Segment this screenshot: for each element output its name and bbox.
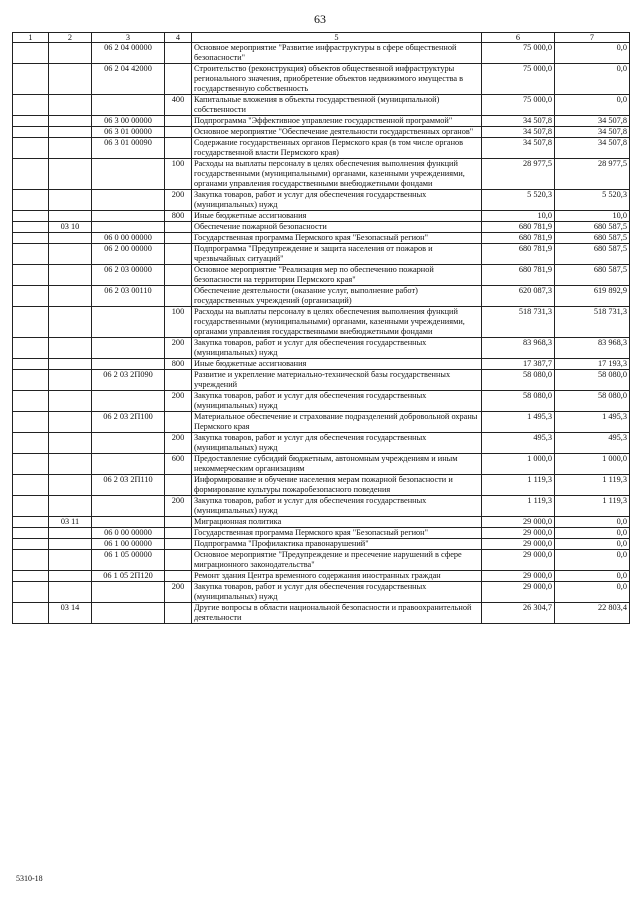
cell-expense-type: 800 bbox=[165, 211, 192, 222]
cell-expense-type: 200 bbox=[165, 338, 192, 359]
cell-amount-year1: 83 968,3 bbox=[482, 338, 555, 359]
cell-section bbox=[13, 265, 49, 286]
cell-description: Основное мероприятие "Предупреждение и пресечение нарушений в сфере миграционного законодательства" bbox=[192, 550, 482, 571]
cell-amount-year1: 75 000,0 bbox=[482, 43, 555, 64]
cell-target-code bbox=[92, 338, 165, 359]
table-row bbox=[13, 244, 630, 265]
table-row bbox=[13, 412, 630, 433]
table-row bbox=[13, 582, 630, 603]
cell-section bbox=[13, 603, 49, 624]
column-header-7: 7 bbox=[555, 33, 630, 43]
table-row bbox=[13, 603, 630, 624]
cell-amount-year1: 58 080,0 bbox=[482, 391, 555, 412]
table-row bbox=[13, 391, 630, 412]
cell-description: Другие вопросы в области национальной безопасности и правоохранительной деятельности bbox=[192, 603, 482, 624]
cell-amount-year1: 29 000,0 bbox=[482, 528, 555, 539]
cell-amount-year1: 75 000,0 bbox=[482, 64, 555, 95]
cell-description: Содержание государственных органов Пермского края (в том числе органов государственной власти Пермского края) bbox=[192, 138, 482, 159]
cell-subsection bbox=[49, 433, 92, 454]
cell-description: Подпрограмма "Предупреждение и защита населения от пожаров и чрезвычайных ситуаций" bbox=[192, 244, 482, 265]
cell-section bbox=[13, 359, 49, 370]
cell-expense-type: 600 bbox=[165, 454, 192, 475]
table-row bbox=[13, 550, 630, 571]
cell-amount-year1: 518 731,3 bbox=[482, 307, 555, 338]
cell-amount-year1: 10,0 bbox=[482, 211, 555, 222]
cell-subsection bbox=[49, 370, 92, 391]
cell-subsection: 03 11 bbox=[49, 517, 92, 528]
cell-description: Закупка товаров, работ и услуг для обеспечения государственных (муниципальных) нужд bbox=[192, 190, 482, 211]
cell-target-code bbox=[92, 496, 165, 517]
cell-expense-type bbox=[165, 265, 192, 286]
cell-amount-year1: 495,3 bbox=[482, 433, 555, 454]
cell-expense-type: 800 bbox=[165, 359, 192, 370]
cell-target-code bbox=[92, 454, 165, 475]
cell-section bbox=[13, 454, 49, 475]
cell-amount-year1: 1 119,3 bbox=[482, 496, 555, 517]
cell-section bbox=[13, 475, 49, 496]
cell-subsection bbox=[49, 412, 92, 433]
cell-amount-year2: 83 968,3 bbox=[555, 338, 630, 359]
cell-description: Основное мероприятие "Реализация мер по обеспечению пожарной безопасности на территории Пермского края" bbox=[192, 265, 482, 286]
cell-amount-year2: 680 587,5 bbox=[555, 244, 630, 265]
cell-target-code: 06 2 04 42000 bbox=[92, 64, 165, 95]
cell-section bbox=[13, 116, 49, 127]
cell-expense-type bbox=[165, 412, 192, 433]
budget-table bbox=[12, 32, 630, 624]
cell-section bbox=[13, 528, 49, 539]
cell-expense-type: 100 bbox=[165, 159, 192, 190]
cell-target-code: 06 3 01 00090 bbox=[92, 138, 165, 159]
cell-expense-type bbox=[165, 116, 192, 127]
cell-target-code bbox=[92, 603, 165, 624]
cell-amount-year2: 0,0 bbox=[555, 64, 630, 95]
cell-expense-type bbox=[165, 127, 192, 138]
cell-amount-year2: 0,0 bbox=[555, 539, 630, 550]
cell-description: Основное мероприятие "Обеспечение деятельности государственных органов" bbox=[192, 127, 482, 138]
cell-expense-type bbox=[165, 539, 192, 550]
cell-description: Информирование и обучение населения мерам пожарной безопасности и формирование культуры пожаробезопасного поведения bbox=[192, 475, 482, 496]
cell-subsection bbox=[49, 159, 92, 190]
table-row bbox=[13, 116, 630, 127]
cell-description: Строительство (реконструкция) объектов общественной инфраструктуры регионального значения, приобретение объектов недвижимого имущества в государственную собственность bbox=[192, 64, 482, 95]
cell-description: Подпрограмма "Эффективное управление государственной программой" bbox=[192, 116, 482, 127]
cell-section bbox=[13, 222, 49, 233]
cell-description: Обеспечение деятельности (оказание услуг, выполнение работ) государственных учреждений (организаций) bbox=[192, 286, 482, 307]
cell-target-code: 06 1 00 00000 bbox=[92, 539, 165, 550]
column-header-1: 1 bbox=[13, 33, 49, 43]
table-row bbox=[13, 286, 630, 307]
cell-section bbox=[13, 64, 49, 95]
cell-subsection bbox=[49, 286, 92, 307]
cell-target-code: 06 2 03 2П100 bbox=[92, 412, 165, 433]
table-row bbox=[13, 127, 630, 138]
cell-description: Предоставление субсидий бюджетным, автономным учреждениям и иным некоммерческим организациям bbox=[192, 454, 482, 475]
cell-amount-year2: 680 587,5 bbox=[555, 233, 630, 244]
cell-target-code bbox=[92, 391, 165, 412]
cell-amount-year2: 17 193,3 bbox=[555, 359, 630, 370]
cell-target-code bbox=[92, 359, 165, 370]
cell-target-code bbox=[92, 433, 165, 454]
cell-subsection bbox=[49, 391, 92, 412]
cell-expense-type bbox=[165, 244, 192, 265]
cell-subsection bbox=[49, 528, 92, 539]
cell-amount-year1: 1 119,3 bbox=[482, 475, 555, 496]
cell-target-code bbox=[92, 95, 165, 116]
cell-target-code: 06 1 05 00000 bbox=[92, 550, 165, 571]
cell-amount-year2: 0,0 bbox=[555, 43, 630, 64]
cell-subsection bbox=[49, 307, 92, 338]
cell-target-code: 06 3 01 00000 bbox=[92, 127, 165, 138]
cell-expense-type: 100 bbox=[165, 307, 192, 338]
cell-target-code bbox=[92, 517, 165, 528]
cell-amount-year2: 5 520,3 bbox=[555, 190, 630, 211]
cell-amount-year2: 58 080,0 bbox=[555, 370, 630, 391]
cell-amount-year1: 75 000,0 bbox=[482, 95, 555, 116]
cell-expense-type bbox=[165, 138, 192, 159]
cell-expense-type: 400 bbox=[165, 95, 192, 116]
cell-subsection bbox=[49, 43, 92, 64]
cell-subsection bbox=[49, 338, 92, 359]
cell-amount-year1: 680 781,9 bbox=[482, 244, 555, 265]
cell-subsection: 03 10 bbox=[49, 222, 92, 233]
cell-description: Материальное обеспечение и страхование подразделений добровольной охраны Пермского края bbox=[192, 412, 482, 433]
column-header-5: 5 bbox=[192, 33, 482, 43]
table-body bbox=[13, 43, 630, 624]
table-row bbox=[13, 138, 630, 159]
cell-description: Расходы на выплаты персоналу в целях обеспечения выполнения функций государственными (муниципальными) органами, казенными учреждениями, органами управления государственными внебюджетными фондами bbox=[192, 159, 482, 190]
cell-description: Закупка товаров, работ и услуг для обеспечения государственных (муниципальных) нужд bbox=[192, 582, 482, 603]
cell-amount-year1: 17 387,7 bbox=[482, 359, 555, 370]
cell-expense-type: 200 bbox=[165, 433, 192, 454]
cell-subsection bbox=[49, 64, 92, 95]
cell-target-code: 06 0 00 00000 bbox=[92, 233, 165, 244]
cell-section bbox=[13, 95, 49, 116]
cell-description: Закупка товаров, работ и услуг для обеспечения государственных (муниципальных) нужд bbox=[192, 433, 482, 454]
cell-subsection bbox=[49, 233, 92, 244]
cell-section bbox=[13, 127, 49, 138]
cell-amount-year2: 0,0 bbox=[555, 517, 630, 528]
cell-amount-year2: 0,0 bbox=[555, 582, 630, 603]
cell-amount-year1: 5 520,3 bbox=[482, 190, 555, 211]
cell-expense-type bbox=[165, 370, 192, 391]
cell-expense-type bbox=[165, 528, 192, 539]
cell-section bbox=[13, 307, 49, 338]
cell-amount-year2: 34 507,8 bbox=[555, 138, 630, 159]
table-row bbox=[13, 307, 630, 338]
cell-amount-year2: 680 587,5 bbox=[555, 265, 630, 286]
column-header-3: 3 bbox=[92, 33, 165, 43]
cell-target-code: 06 2 04 00000 bbox=[92, 43, 165, 64]
cell-amount-year2: 28 977,5 bbox=[555, 159, 630, 190]
cell-subsection bbox=[49, 539, 92, 550]
cell-amount-year2: 518 731,3 bbox=[555, 307, 630, 338]
cell-subsection bbox=[49, 244, 92, 265]
cell-amount-year1: 29 000,0 bbox=[482, 539, 555, 550]
cell-amount-year1: 620 087,3 bbox=[482, 286, 555, 307]
cell-description: Развитие и укрепление материально-технической базы государственных учреждений bbox=[192, 370, 482, 391]
cell-expense-type bbox=[165, 571, 192, 582]
column-header-2: 2 bbox=[49, 33, 92, 43]
table-row bbox=[13, 64, 630, 95]
cell-expense-type bbox=[165, 603, 192, 624]
cell-section bbox=[13, 138, 49, 159]
cell-section bbox=[13, 370, 49, 391]
cell-description: Иные бюджетные ассигнования bbox=[192, 359, 482, 370]
cell-section bbox=[13, 391, 49, 412]
table-row bbox=[13, 454, 630, 475]
cell-expense-type bbox=[165, 64, 192, 95]
cell-subsection bbox=[49, 138, 92, 159]
table-row bbox=[13, 370, 630, 391]
table-row bbox=[13, 359, 630, 370]
cell-description: Государственная программа Пермского края "Безопасный регион" bbox=[192, 233, 482, 244]
cell-amount-year2: 1 119,3 bbox=[555, 496, 630, 517]
cell-description: Закупка товаров, работ и услуг для обеспечения государственных (муниципальных) нужд bbox=[192, 496, 482, 517]
cell-section bbox=[13, 571, 49, 582]
cell-amount-year2: 0,0 bbox=[555, 528, 630, 539]
cell-amount-year1: 1 000,0 bbox=[482, 454, 555, 475]
cell-description: Закупка товаров, работ и услуг для обеспечения государственных (муниципальных) нужд bbox=[192, 338, 482, 359]
cell-amount-year2: 22 803,4 bbox=[555, 603, 630, 624]
table-row bbox=[13, 43, 630, 64]
cell-description: Подпрограмма "Профилактика правонарушений" bbox=[192, 539, 482, 550]
cell-subsection bbox=[49, 211, 92, 222]
cell-section bbox=[13, 412, 49, 433]
cell-target-code bbox=[92, 307, 165, 338]
cell-amount-year1: 680 781,9 bbox=[482, 222, 555, 233]
cell-subsection bbox=[49, 550, 92, 571]
cell-target-code bbox=[92, 222, 165, 233]
cell-subsection bbox=[49, 265, 92, 286]
cell-subsection bbox=[49, 582, 92, 603]
cell-section bbox=[13, 233, 49, 244]
cell-amount-year1: 26 304,7 bbox=[482, 603, 555, 624]
cell-target-code: 06 2 03 00000 bbox=[92, 265, 165, 286]
cell-description: Закупка товаров, работ и услуг для обеспечения государственных (муниципальных) нужд bbox=[192, 391, 482, 412]
cell-subsection bbox=[49, 496, 92, 517]
cell-description: Расходы на выплаты персоналу в целях обеспечения выполнения функций государственными (муниципальными) органами, казенными учреждениями, органами управления государственными внебюджетными фондами bbox=[192, 307, 482, 338]
cell-section bbox=[13, 539, 49, 550]
cell-description: Обеспечение пожарной безопасности bbox=[192, 222, 482, 233]
table-row bbox=[13, 433, 630, 454]
cell-section bbox=[13, 244, 49, 265]
cell-description: Основное мероприятие "Развитие инфраструктуры в сфере общественной безопасности" bbox=[192, 43, 482, 64]
column-header-4: 4 bbox=[165, 33, 192, 43]
cell-amount-year2: 0,0 bbox=[555, 95, 630, 116]
cell-target-code: 06 2 03 00110 bbox=[92, 286, 165, 307]
table-row bbox=[13, 475, 630, 496]
cell-section bbox=[13, 496, 49, 517]
cell-amount-year2: 34 507,8 bbox=[555, 116, 630, 127]
cell-section bbox=[13, 43, 49, 64]
cell-target-code: 06 2 03 2П110 bbox=[92, 475, 165, 496]
page-number: 63 bbox=[314, 12, 326, 26]
cell-subsection bbox=[49, 127, 92, 138]
cell-expense-type: 200 bbox=[165, 391, 192, 412]
table-row bbox=[13, 190, 630, 211]
cell-target-code bbox=[92, 211, 165, 222]
cell-subsection bbox=[49, 571, 92, 582]
table-row bbox=[13, 496, 630, 517]
cell-amount-year2: 1 119,3 bbox=[555, 475, 630, 496]
cell-amount-year2: 58 080,0 bbox=[555, 391, 630, 412]
cell-subsection bbox=[49, 95, 92, 116]
cell-section bbox=[13, 159, 49, 190]
cell-expense-type: 200 bbox=[165, 496, 192, 517]
cell-expense-type bbox=[165, 550, 192, 571]
cell-amount-year2: 0,0 bbox=[555, 571, 630, 582]
cell-amount-year2: 680 587,5 bbox=[555, 222, 630, 233]
cell-amount-year2: 495,3 bbox=[555, 433, 630, 454]
table-row bbox=[13, 222, 630, 233]
cell-target-code bbox=[92, 159, 165, 190]
cell-subsection bbox=[49, 454, 92, 475]
cell-section bbox=[13, 338, 49, 359]
table-header bbox=[13, 33, 630, 43]
cell-amount-year1: 58 080,0 bbox=[482, 370, 555, 391]
cell-subsection bbox=[49, 116, 92, 127]
cell-amount-year1: 680 781,9 bbox=[482, 265, 555, 286]
cell-section bbox=[13, 517, 49, 528]
cell-target-code: 06 3 00 00000 bbox=[92, 116, 165, 127]
cell-section bbox=[13, 211, 49, 222]
table-row bbox=[13, 517, 630, 528]
column-header-6: 6 bbox=[482, 33, 555, 43]
cell-amount-year2: 1 000,0 bbox=[555, 454, 630, 475]
table-row bbox=[13, 211, 630, 222]
table-row bbox=[13, 265, 630, 286]
cell-target-code: 06 1 05 2П120 bbox=[92, 571, 165, 582]
cell-amount-year1: 34 507,8 bbox=[482, 116, 555, 127]
cell-description: Государственная программа Пермского края "Безопасный регион" bbox=[192, 528, 482, 539]
cell-amount-year1: 34 507,8 bbox=[482, 127, 555, 138]
cell-target-code: 06 2 03 2П090 bbox=[92, 370, 165, 391]
cell-expense-type bbox=[165, 43, 192, 64]
cell-expense-type bbox=[165, 517, 192, 528]
table-row bbox=[13, 528, 630, 539]
cell-amount-year2: 10,0 bbox=[555, 211, 630, 222]
cell-section bbox=[13, 190, 49, 211]
cell-expense-type bbox=[165, 222, 192, 233]
cell-amount-year1: 29 000,0 bbox=[482, 582, 555, 603]
cell-section bbox=[13, 550, 49, 571]
cell-amount-year1: 29 000,0 bbox=[482, 550, 555, 571]
cell-amount-year2: 0,0 bbox=[555, 550, 630, 571]
cell-amount-year1: 28 977,5 bbox=[482, 159, 555, 190]
cell-target-code: 06 0 00 00000 bbox=[92, 528, 165, 539]
table-row bbox=[13, 233, 630, 244]
table-row bbox=[13, 95, 630, 116]
table-row bbox=[13, 571, 630, 582]
cell-amount-year1: 29 000,0 bbox=[482, 571, 555, 582]
cell-description: Иные бюджетные ассигнования bbox=[192, 211, 482, 222]
cell-amount-year1: 34 507,8 bbox=[482, 138, 555, 159]
cell-description: Миграционная политика bbox=[192, 517, 482, 528]
cell-expense-type bbox=[165, 233, 192, 244]
cell-subsection: 03 14 bbox=[49, 603, 92, 624]
cell-subsection bbox=[49, 475, 92, 496]
cell-expense-type: 200 bbox=[165, 582, 192, 603]
header-row bbox=[13, 33, 630, 43]
cell-amount-year1: 29 000,0 bbox=[482, 517, 555, 528]
cell-target-code bbox=[92, 582, 165, 603]
cell-amount-year2: 1 495,3 bbox=[555, 412, 630, 433]
cell-amount-year2: 619 892,9 bbox=[555, 286, 630, 307]
cell-section bbox=[13, 582, 49, 603]
cell-amount-year1: 1 495,3 bbox=[482, 412, 555, 433]
cell-amount-year2: 34 507,8 bbox=[555, 127, 630, 138]
cell-description: Капитальные вложения в объекты государственной (муниципальной) собственности bbox=[192, 95, 482, 116]
cell-amount-year1: 680 781,9 bbox=[482, 233, 555, 244]
table-row bbox=[13, 539, 630, 550]
cell-expense-type: 200 bbox=[165, 190, 192, 211]
cell-target-code bbox=[92, 190, 165, 211]
cell-section bbox=[13, 433, 49, 454]
table-row bbox=[13, 159, 630, 190]
footer-code: 5310-18 bbox=[16, 874, 43, 883]
cell-description: Ремонт здания Центра временного содержания иностранных граждан bbox=[192, 571, 482, 582]
cell-subsection bbox=[49, 359, 92, 370]
cell-target-code: 06 2 00 00000 bbox=[92, 244, 165, 265]
cell-expense-type bbox=[165, 475, 192, 496]
cell-expense-type bbox=[165, 286, 192, 307]
table-row bbox=[13, 338, 630, 359]
cell-section bbox=[13, 286, 49, 307]
cell-subsection bbox=[49, 190, 92, 211]
